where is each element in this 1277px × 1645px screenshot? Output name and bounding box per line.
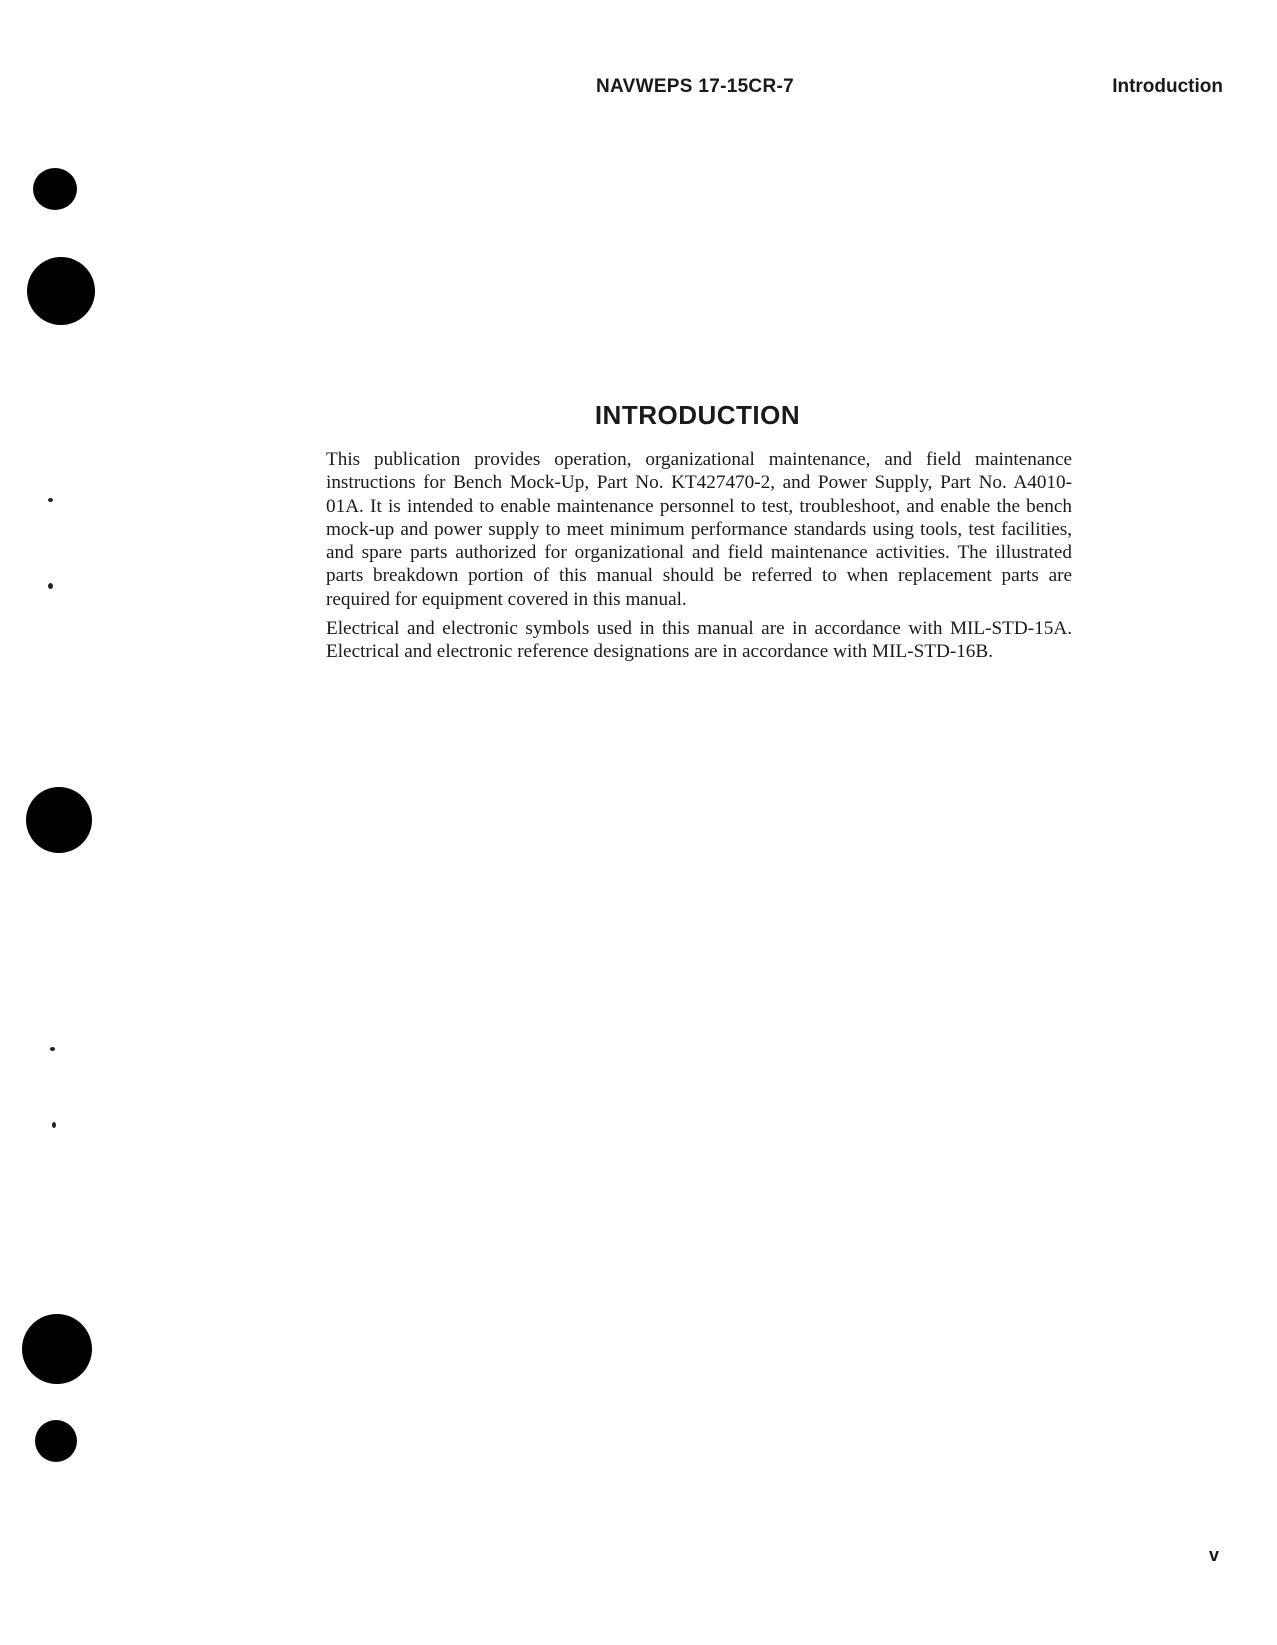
document-number: NAVWEPS 17-15CR-7: [596, 76, 794, 97]
scan-speck: [48, 498, 53, 502]
paragraph: Electrical and electronic symbols used in this manual are in accordance with MIL-STD-15A. Electrical and electronic reference designations are in accordance with MIL-STD-16B.: [326, 618, 1072, 663]
punch-hole: [27, 257, 95, 325]
punch-hole: [26, 787, 92, 853]
body-text: [326, 448, 1072, 670]
section-name: Introduction: [1112, 76, 1223, 97]
punch-hole: [35, 1420, 77, 1462]
page-title: INTRODUCTION: [594, 400, 801, 430]
paragraph: This publication provides operation, organizational maintenance, and field maintenance instructions for Bench Mock-Up, Part No. KT427470-2, and Power Supply, Part No. A4010-01A. It is intended to enable maintenance personnel to test, troubleshoot, and enable the bench mock-up and power supply to meet minimum performance standards using tools, test facilities, and spare parts authorized for organizational and field maintenance activities. The illustrated parts breakdown portion of this manual should be referred to when replacement parts are required for equipment covered in this manual.: [326, 449, 1072, 610]
page-number: v: [1208, 1545, 1219, 1565]
scan-speck: [52, 1122, 56, 1128]
punch-hole: [22, 1314, 92, 1384]
scan-speck: [50, 1047, 55, 1051]
punch-hole: [33, 168, 77, 210]
scan-speck: [48, 583, 53, 589]
